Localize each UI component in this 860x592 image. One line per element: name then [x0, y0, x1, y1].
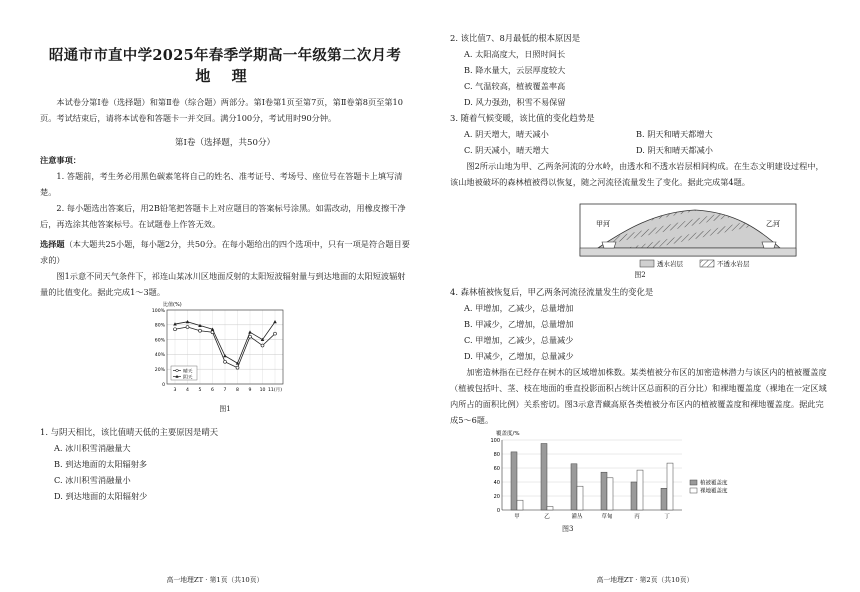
- fig1-x-tick-label: 10: [259, 388, 266, 393]
- fig3-y-axis-label: 覆盖度/%: [496, 431, 520, 437]
- q3-options-row-1: [464, 126, 830, 142]
- question-1: 1. 与阴天相比，该比值晴天低的主要原因是晴天: [40, 427, 219, 437]
- fig1-x-tick-label: 11(月): [267, 388, 283, 393]
- fig3-bar-vegetation: [541, 444, 547, 511]
- fig1-x-tick-label: 7: [223, 388, 227, 393]
- fig3-x-tick-label: 甲: [514, 514, 520, 520]
- q1-option-a: A. 冰川积雪消融量大: [54, 443, 131, 453]
- q4-option-b: B. 甲减少，乙增加，总量增加: [464, 319, 574, 329]
- fig1-point-cloudy: [186, 320, 190, 323]
- q1-option-b: B. 到达地面的太阳辐射多: [54, 459, 148, 469]
- fig1-point-sunny: [274, 332, 277, 335]
- fig1-x-tick-label: 4: [186, 388, 189, 393]
- fig3-bar-bare: [577, 486, 583, 510]
- figure-2-caption: 图2: [634, 271, 646, 279]
- subject-title: 地 理: [195, 67, 255, 85]
- fig3-bar-vegetation: [601, 472, 607, 510]
- fig3-y-tick-label: 60: [493, 466, 500, 472]
- fig1-y-tick-label: 40%: [154, 353, 165, 359]
- q1-option-d: D. 到达地面的太阳辐射少: [54, 491, 148, 501]
- q4-option-c: C. 甲增加，乙减少，总量减少: [464, 335, 574, 345]
- q2-option-d: D. 风力强劲，积雪不易保留: [464, 97, 566, 107]
- choice-heading-rest: （本大题共25小题，每小题2分，共50分。在每小题给出的四个选项中，只有一项是符合题目要求的）: [40, 239, 410, 265]
- notice-1: 1. 答题前，考生务必用黑色碳素笔将自己的姓名、准考证号、考场号、座位号在答题卡上填写清楚。: [40, 171, 403, 197]
- fig1-point-sunny: [224, 360, 227, 363]
- q1-option-c: C. 冰川积雪消融量小: [54, 475, 131, 485]
- right-page: [430, 0, 860, 592]
- exam-title: 昭通市市直中学2025年春季学期高一年级第二次月考: [48, 47, 402, 64]
- fig3-legend-label: 植被覆盖度: [700, 480, 728, 487]
- choice-heading: [40, 236, 410, 268]
- ground-base: [580, 248, 796, 256]
- fig1-point-cloudy: [248, 330, 252, 333]
- fig1-point-sunny: [236, 366, 239, 369]
- fig1-x-tick-label: 3: [173, 388, 177, 393]
- fig3-x-tick-label: 乙: [544, 514, 550, 520]
- legend-permeable-swatch: [640, 260, 654, 267]
- q4-option-a: A. 甲增加，乙减少，总量增加: [464, 303, 574, 313]
- fig3-y-tick-label: 0: [496, 508, 500, 514]
- question-4: 4. 森林植被恢复后，甲乙两条河流径流量发生的变化是: [450, 287, 654, 297]
- fig3-legend-swatch: [690, 488, 697, 493]
- page-1-footer: 高一地理ZT · 第1页（共10页）: [166, 576, 264, 584]
- q3-option-d: D. 阴天和晴天都减小: [636, 145, 713, 155]
- fig1-y-tick-label: 100%: [151, 308, 165, 314]
- fig3-bar-bare: [517, 500, 523, 510]
- figure-2-cross-section: [450, 190, 830, 270]
- fig3-x-tick-label: 丁: [664, 514, 670, 520]
- fig1-legend-label: 晴天: [183, 369, 193, 375]
- q3-options-row-2: [464, 142, 830, 158]
- fig3-bar-vegetation: [571, 464, 577, 510]
- q3-option-b: B. 阴天和晴天都增大: [636, 129, 713, 139]
- fig3-x-tick-label: 丙: [634, 514, 640, 520]
- fig3-y-tick-label: 20: [493, 494, 500, 500]
- fig1-point-sunny: [174, 328, 177, 331]
- fig1-point-cloudy: [236, 361, 240, 364]
- figure-3-caption: 图3: [562, 525, 574, 533]
- stem-3: 加密造林指在已经存在树木的区域增加株数。某类植被分布区的加密造林潜力与该区内的植被覆盖度（植被包括叶、茎、枝在地面的垂直投影面积占统计区总面积的百分比）和裸地覆盖度（裸地在一定区域内所占的面积比例）关系密切。图3示意青藏高原各类植被分布区内的植被覆盖度和裸地覆盖度。据此完成5～6题。: [450, 367, 827, 425]
- choice-heading-bold: 选择题: [40, 239, 65, 249]
- q2-option-c: C. 气温较高，植被覆盖率高: [464, 81, 566, 91]
- river-b-label: 乙河: [766, 220, 780, 228]
- section-title: 第Ⅰ卷（选择题，共50分）: [174, 138, 276, 148]
- fig1-legend-label: 阴天: [183, 375, 193, 381]
- fig3-x-tick-label: 灌丛: [571, 514, 583, 520]
- fig1-x-tick-label: 5: [198, 388, 202, 393]
- fig1-y-tick-label: 80%: [154, 323, 165, 329]
- fig3-bar-bare: [607, 478, 613, 510]
- fig1-x-tick-label: 8: [236, 388, 239, 393]
- q3-option-c: C. 阴天减小，晴天增大: [464, 145, 549, 155]
- fig3-bar-bare: [637, 470, 643, 510]
- q3-option-a: A. 阴天增大，晴天减小: [464, 129, 549, 139]
- fig3-y-tick-label: 100: [490, 438, 500, 444]
- figure-1-caption: 图1: [219, 405, 231, 413]
- fig1-x-tick-label: 6: [211, 388, 214, 393]
- river-a-channel: [602, 242, 616, 248]
- question-3: 3. 随着气候变暖，该比值的变化趋势是: [450, 113, 595, 123]
- legend-impermeable-swatch: [700, 260, 714, 267]
- fig1-legend-marker-sunny: [176, 369, 179, 372]
- page-2-footer: 高一地理ZT · 第2页（共10页）: [596, 576, 694, 584]
- notice-2: 2. 每小题选出答案后，用2B铅笔把答题卡上对应题目的答案标号涂黑。如需改动，用橡皮擦干净后，再选涂其他答案标号。在试题卷上作答无效。: [40, 203, 406, 229]
- exam-intro: 本试卷分第Ⅰ卷（选择题）和第Ⅱ卷（综合题）两部分。第Ⅰ卷第1页至第7页，第Ⅱ卷第8页至第10页。考试结束后，请将本试卷和答题卡一并交回。满分100分，考试用时90分钟。: [40, 97, 403, 123]
- fig1-y-tick-label: 60%: [154, 338, 165, 344]
- q2-option-b: B. 降水量大，云层厚度较大: [464, 65, 566, 75]
- fig1-point-cloudy: [273, 320, 277, 323]
- fig1-point-sunny: [186, 326, 189, 329]
- fig3-bar-bare: [667, 463, 673, 510]
- fig1-y-tick-label: 0: [162, 382, 165, 388]
- mountain-shape: [598, 210, 780, 248]
- fig1-point-sunny: [199, 329, 202, 332]
- stem-2: 图2所示山地为甲、乙两条河流的分水岭，由透水和不透水岩层相间构成。在生态文明建设过程中，该山地被破坏的森林植被得以恢复，随之河流径流量发生了变化。据此完成第4题。: [450, 161, 824, 187]
- river-a-label: 甲河: [596, 220, 610, 228]
- figure-1-line-chart: [145, 300, 305, 400]
- question-2: 2. 该比值7、8月最低的根本原因是: [450, 33, 581, 43]
- fig3-bar-vegetation: [661, 488, 667, 510]
- fig1-y-axis-label: 比值(%): [163, 302, 182, 308]
- fig1-point-sunny: [261, 344, 264, 347]
- fig3-y-tick-label: 80: [493, 452, 500, 458]
- fig3-y-tick-label: 40: [493, 480, 500, 486]
- fig3-x-tick-label: 草甸: [601, 514, 613, 520]
- fig3-bar-vegetation: [631, 482, 637, 510]
- q2-option-a: A. 太阳高度大，日照时间长: [464, 49, 566, 59]
- legend-permeable-label: 透水岩层: [657, 260, 683, 268]
- river-b-channel: [762, 242, 776, 248]
- fig3-bar-vegetation: [511, 452, 517, 510]
- q4-option-d: D. 甲减少，乙增加，总量减少: [464, 351, 574, 361]
- fig1-x-tick-label: 9: [248, 388, 252, 393]
- fig1-y-tick-label: 20%: [154, 368, 165, 373]
- fig3-legend-label: 裸地覆盖度: [700, 488, 728, 495]
- legend-impermeable-label: 不透水岩层: [717, 260, 750, 268]
- stem-1: 图1示意不同天气条件下，祁连山某冰川区地面反射的太阳短波辐射量与到达地面的太阳短波辐射量的比值变化。据此完成1～3题。: [40, 271, 406, 297]
- fig3-bar-bare: [547, 507, 553, 511]
- figure-3-bar-chart: [480, 428, 780, 524]
- notice-title: 注意事项：: [40, 155, 81, 165]
- fig3-legend-swatch: [690, 480, 697, 485]
